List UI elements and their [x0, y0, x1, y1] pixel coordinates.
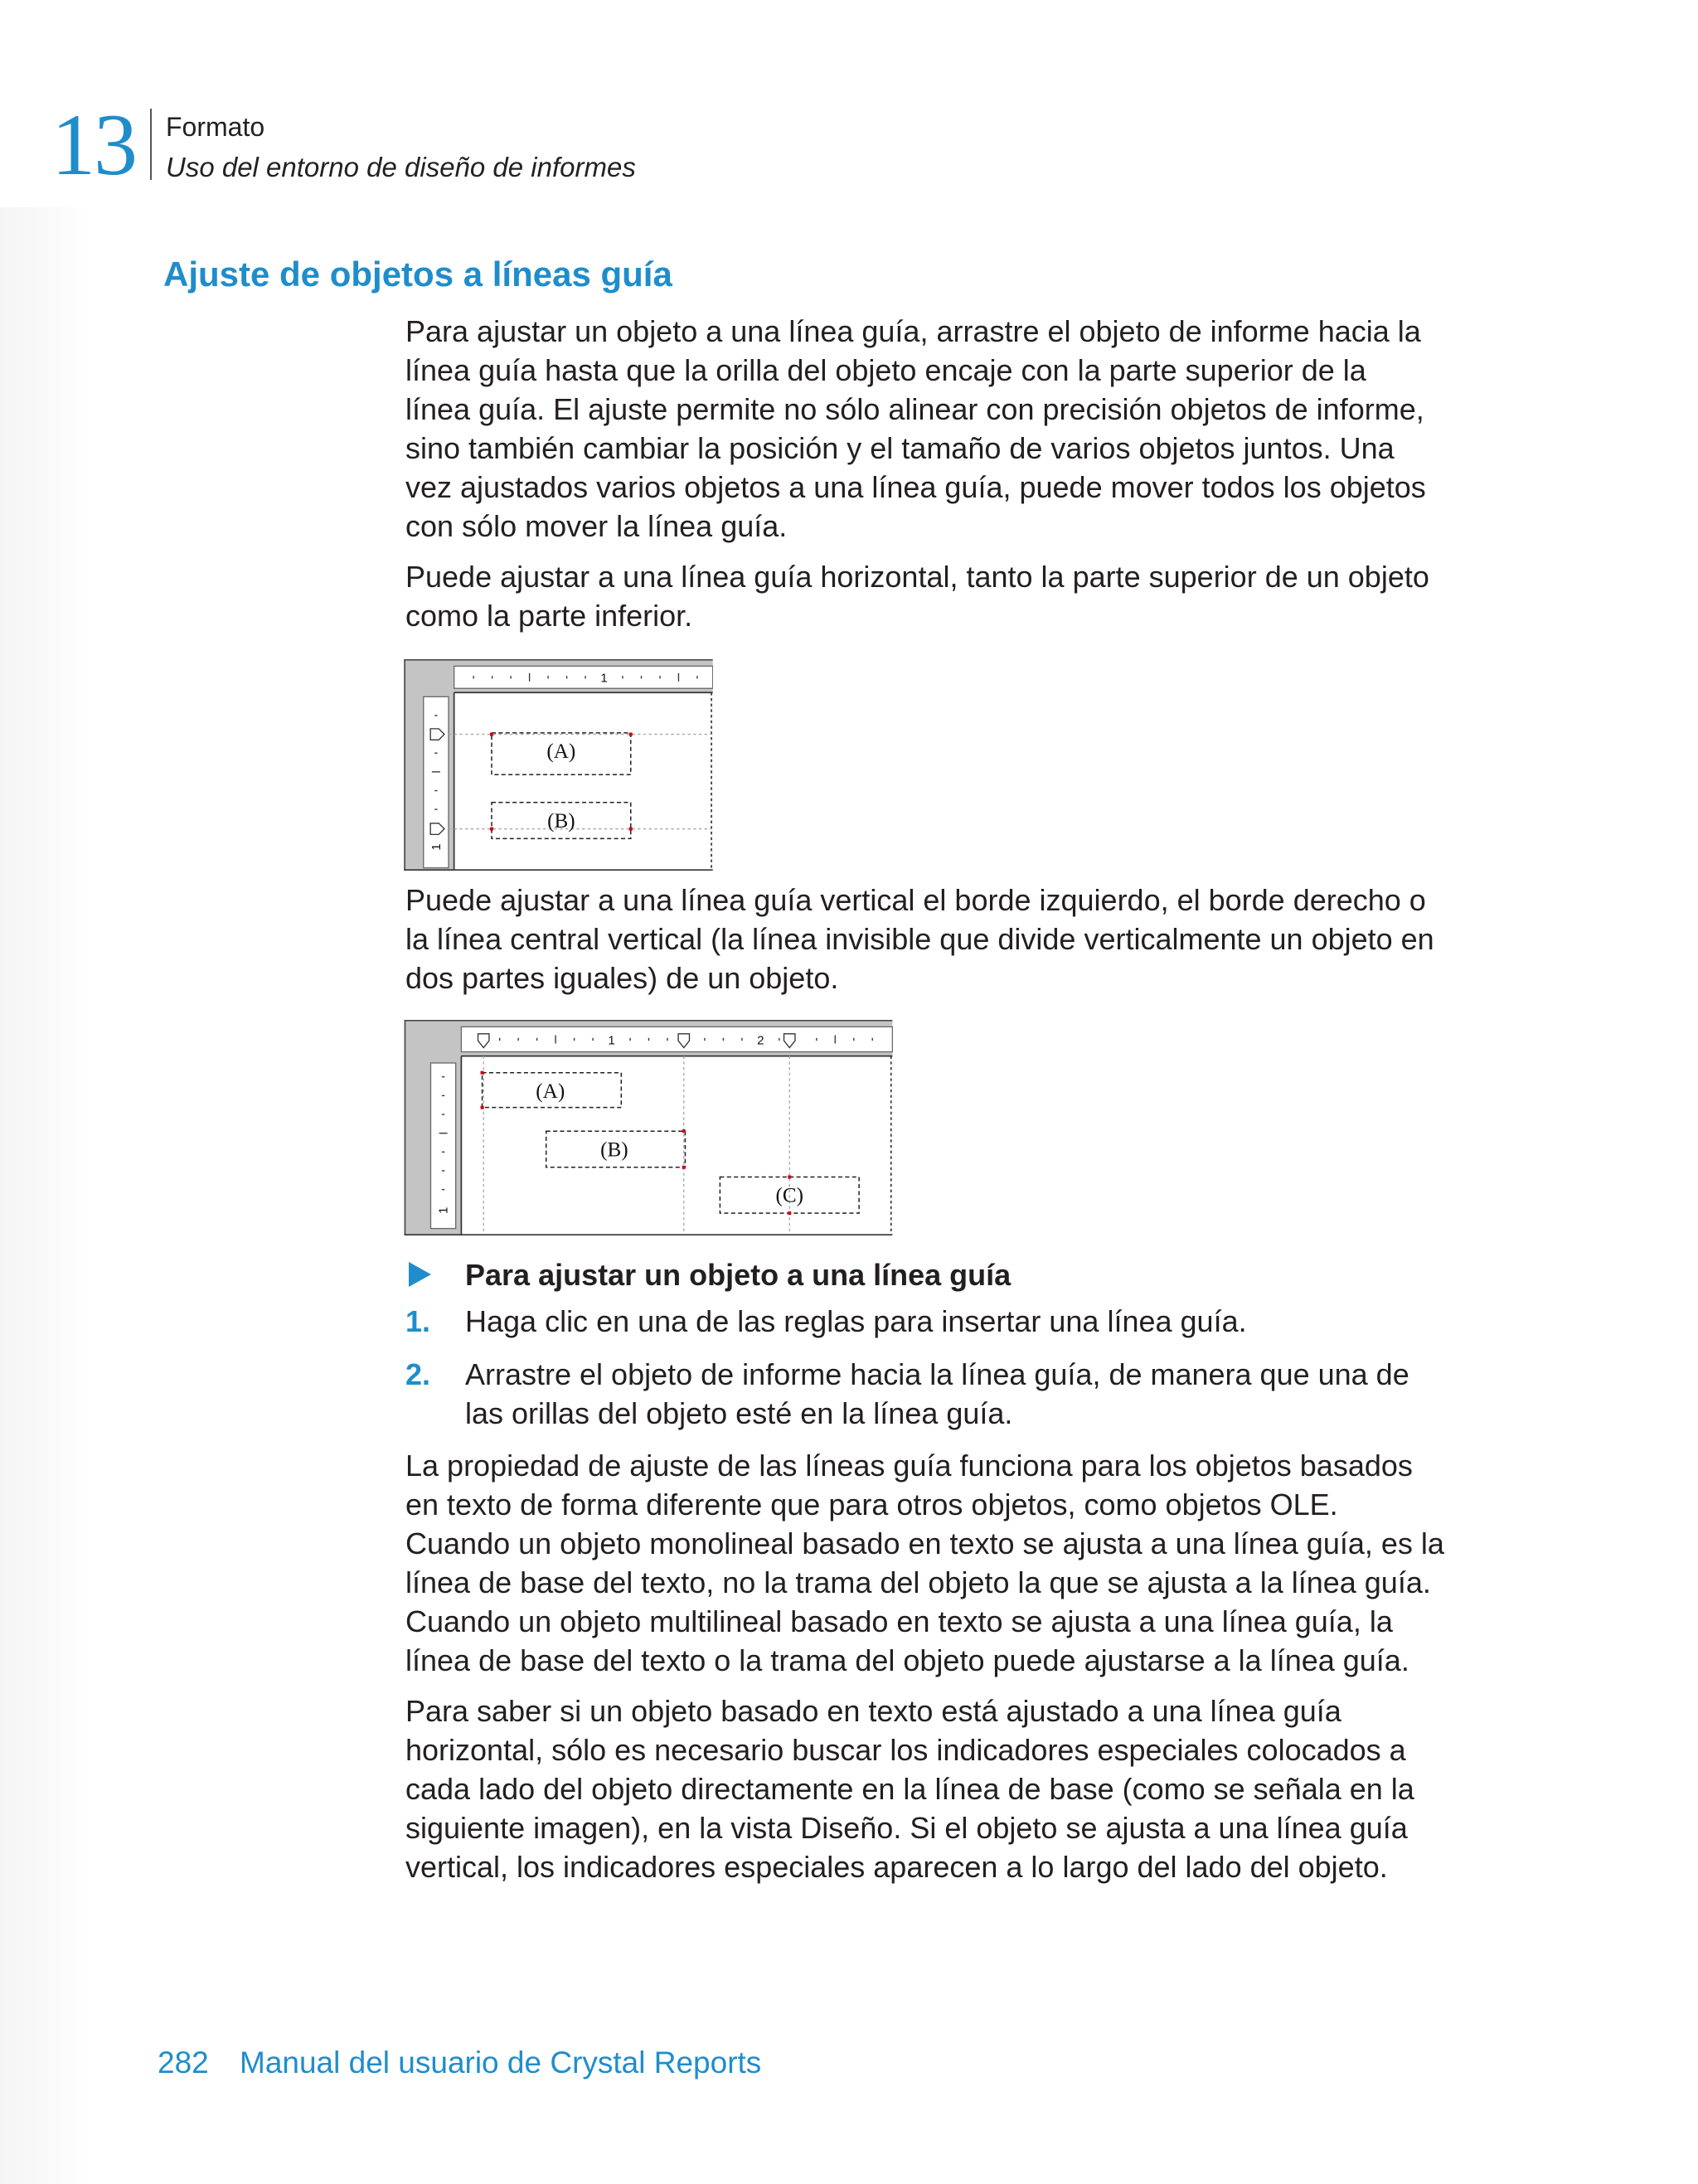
left-ruler-label: 1	[429, 843, 444, 851]
step-text	[465, 1302, 1247, 1341]
text-line: Puede ajustar a una línea guía vertical el borde izquierdo, el borde derecho o	[405, 883, 1426, 917]
step-text	[465, 1355, 1409, 1433]
paragraph-vertical-guide	[405, 881, 1434, 997]
text-line: Cuando un objeto monolineal basado en texto se ajusta a una línea guía, es la	[405, 1526, 1444, 1560]
paragraph-horizontal-guide	[405, 557, 1429, 635]
procedure-title: Para ajustar un objeto a una línea guía	[465, 1258, 1012, 1292]
text-line: la línea central vertical (la línea invisible que divide verticalmente un objeto en	[405, 922, 1434, 956]
text-line: horizontal, sólo es necesario buscar los indicadores especiales colocados a	[405, 1733, 1406, 1767]
book-title: Manual del usuario de Crystal Reports	[240, 2046, 762, 2080]
step-number: 1.	[405, 1304, 431, 1338]
triangle-right-icon	[409, 1262, 431, 1287]
paragraph-intro	[405, 312, 1426, 546]
report-object-c-label: (C)	[775, 1184, 804, 1207]
text-line: en texto de forma diferente que para otros objetos, como objetos OLE.	[405, 1488, 1338, 1522]
left-ruler[interactable]	[424, 696, 449, 867]
page-heading: Ajuste de objetos a líneas guía	[163, 255, 672, 294]
snap-indicator	[788, 1176, 791, 1179]
text-line: línea de base del texto, no la trama del objeto la que se ajusta a la línea guía.	[405, 1565, 1431, 1599]
text-line: Para saber si un objeto basado en texto está ajustado a una línea guía	[405, 1694, 1341, 1728]
text-line: Cuando un objeto multilineal basado en texto se ajusta a una línea guía, la	[405, 1604, 1393, 1638]
top-ruler[interactable]	[461, 1026, 892, 1051]
text-line: vertical, los indicadores especiales aparecen a lo largo del lado del objeto.	[405, 1850, 1388, 1884]
snap-indicator	[481, 1071, 484, 1075]
text-line: La propiedad de ajuste de las líneas guía funciona para los objetos basados	[405, 1449, 1413, 1483]
text-line: sino también cambiar la posición y el tamaño de varios objetos juntos. Una	[405, 431, 1395, 465]
page-number: 282	[158, 2046, 209, 2080]
text-line: línea guía hasta que la orilla del objeto encaje con la parte superior de la	[405, 353, 1366, 387]
left-ruler[interactable]	[430, 1063, 455, 1229]
paragraph-text-objects	[405, 1446, 1444, 1680]
step-number: 2.	[405, 1357, 431, 1391]
text-line: línea guía. El ajuste permite no sólo alinear con precisión objetos de informe,	[405, 392, 1424, 426]
horizontal-guide-figure	[404, 659, 713, 871]
text-line: línea de base del texto o la trama del objeto puede ajustarse a la línea guía.	[405, 1643, 1409, 1677]
top-ruler-label-2: 2	[757, 1033, 764, 1048]
section-title: Uso del entorno de diseño de informes	[166, 152, 636, 182]
text-line: vez ajustados varios objetos a una línea guía, puede mover todos los objetos	[405, 470, 1426, 504]
chapter-divider	[150, 109, 152, 180]
vertical-guide-figure	[404, 1020, 893, 1235]
page-margin-shade	[0, 207, 91, 2184]
text-line: las orillas del objeto esté en la línea guía.	[465, 1396, 1013, 1430]
text-line: siguiente imagen), en la vista Diseño. Si el objeto se ajusta a una línea guía	[405, 1811, 1408, 1845]
design-area	[461, 1056, 892, 1235]
snap-indicator	[682, 1129, 686, 1133]
report-object-a-label: (A)	[546, 740, 576, 764]
report-object-a-label: (A)	[536, 1080, 565, 1103]
chapter-title: Formato	[166, 112, 265, 142]
top-ruler[interactable]	[454, 666, 713, 688]
text-line: como la parte inferior.	[405, 599, 693, 633]
report-object-b-label: (B)	[600, 1138, 628, 1162]
text-line: Puede ajustar a una línea guía horizontal, tanto la parte superior de un objeto	[405, 560, 1429, 594]
text-line: con sólo mover la línea guía.	[405, 509, 788, 543]
text-line: dos partes iguales) de un objeto.	[405, 961, 839, 995]
top-ruler-label: 1	[600, 671, 608, 686]
paragraph-indicators	[405, 1691, 1414, 1886]
report-object-b-label: (B)	[547, 809, 575, 832]
snap-indicator	[481, 1106, 484, 1109]
snap-indicator	[490, 733, 493, 736]
text-line: Para ajustar un objeto a una línea guía, arrastre el objeto de informe hacia la	[405, 314, 1421, 348]
text-line: Haga clic en una de las reglas para insertar una línea guía.	[465, 1304, 1247, 1338]
snap-indicator	[682, 1166, 686, 1169]
snap-indicator	[788, 1211, 791, 1215]
left-ruler-label: 1	[436, 1206, 451, 1215]
text-line: Arrastre el objeto de informe hacia la línea guía, de manera que una de	[465, 1357, 1409, 1391]
design-area	[454, 692, 713, 871]
text-line: cada lado del objeto directamente en la línea de base (como se señala en la	[405, 1772, 1414, 1806]
snap-indicator	[490, 827, 493, 831]
snap-indicator	[629, 827, 633, 831]
top-ruler-label-1: 1	[608, 1033, 615, 1048]
snap-indicator	[629, 733, 633, 736]
chapter-number: 13	[51, 96, 136, 193]
